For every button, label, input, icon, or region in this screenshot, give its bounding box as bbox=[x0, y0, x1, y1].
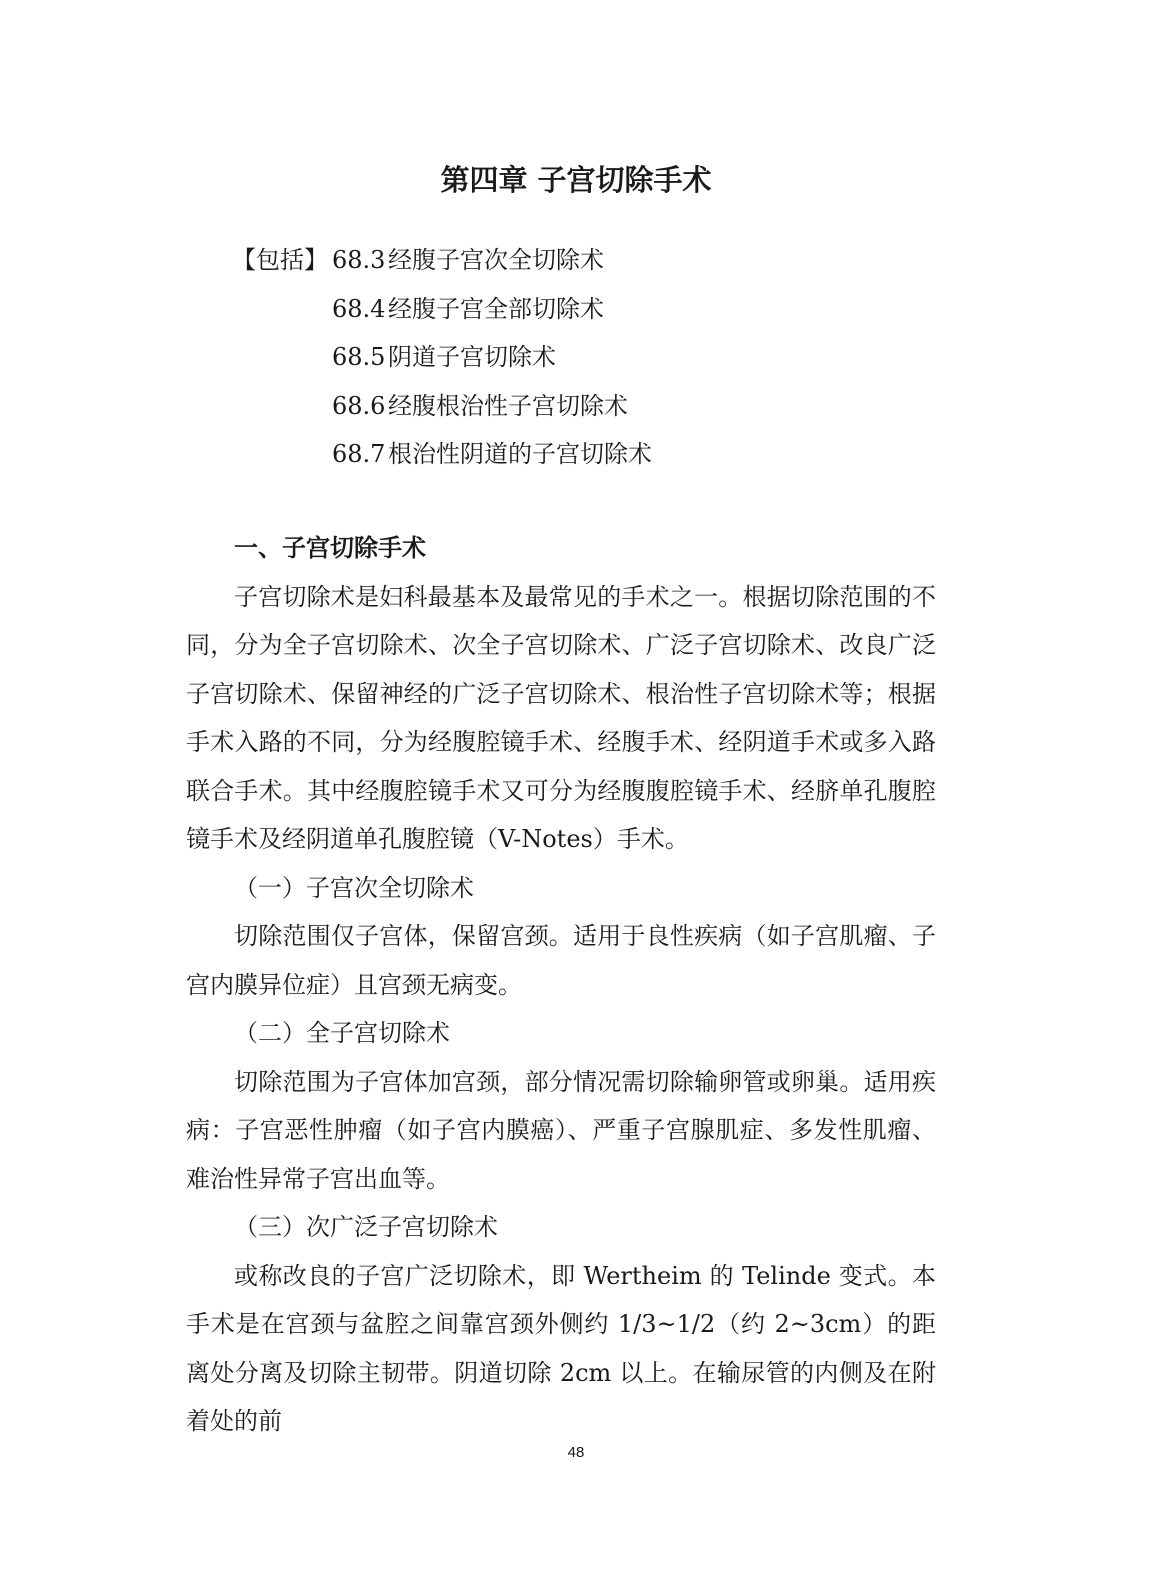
includes-item bbox=[232, 382, 952, 431]
includes-item bbox=[232, 333, 952, 382]
subsection-paragraph: 切除范围为子宫体加宫颈，部分情况需切除输卵管或卵巢。适用疾病：子宫恶性肿瘤（如子宫内膜癌）、严重子宫腺肌症、多发性肌瘤、难治性异常子宫出血等。 bbox=[186, 1067, 936, 1193]
procedure-name: 根治性阴道的子宫切除术 bbox=[388, 440, 652, 468]
section-heading: 一、子宫切除手术 bbox=[234, 533, 426, 562]
subsection-heading: （三）次广泛子宫切除术 bbox=[234, 1213, 498, 1241]
includes-item bbox=[232, 430, 952, 479]
includes-item bbox=[232, 236, 952, 285]
procedure-name: 经腹子宫次全切除术 bbox=[388, 246, 604, 274]
procedure-code: 68.4 bbox=[332, 294, 386, 323]
procedure-name: 经腹子宫全部切除术 bbox=[388, 294, 604, 323]
includes-item bbox=[232, 285, 952, 334]
intro-paragraph: 子宫切除术是妇科最基本及最常见的手术之一。根据切除范围的不同，分为全子宫切除术、次全子宫切除术、广泛子宫切除术、改良广泛子宫切除术、保留神经的广泛子宫切除术、根治性子宫切除术等；根据手术入路的不同，分为经腹腔镜手术、经腹手术、经阴道手术或多入路联合手术。其中经腹腔镜手术又可分为经腹腹腔镜手术、经脐单孔腹腔镜手术及经阴道单孔腹腔镜（V-Notes）手术。 bbox=[186, 582, 936, 853]
procedure-name: 经腹根治性子宫切除术 bbox=[388, 391, 628, 420]
subsection-heading: （一）子宫次全切除术 bbox=[234, 873, 474, 902]
subsection-heading: （二）全子宫切除术 bbox=[234, 1019, 450, 1047]
procedure-name: 阴道子宫切除术 bbox=[388, 343, 556, 371]
includes-label: 【包括】 bbox=[232, 246, 328, 274]
procedure-code: 68.7 bbox=[332, 440, 386, 468]
chapter-title: 第四章 子宫切除手术 bbox=[440, 163, 712, 197]
includes-list bbox=[232, 236, 952, 479]
procedure-code: 68.3 bbox=[332, 246, 386, 274]
procedure-code: 68.5 bbox=[332, 343, 386, 371]
subsection-paragraph: 切除范围仅子宫体，保留宫颈。适用于良性疾病（如子宫肌瘤、子宫内膜异位症）且宫颈无病变。 bbox=[186, 922, 936, 999]
page-number: 48 bbox=[567, 1444, 585, 1461]
procedure-code: 68.6 bbox=[332, 391, 386, 420]
section-body bbox=[186, 524, 936, 1446]
subsection-paragraph: 或称改良的子宫广泛切除术，即 Wertheim 的 Telinde 变式。本手术是在宫颈与盆腔之间靠宫颈外侧约 1/3~1/2（约 2~3cm）的距离处分离及切除主韧带。阴道切除 2cm 以上。在输尿管的内侧及在附着处的前 bbox=[186, 1261, 936, 1435]
